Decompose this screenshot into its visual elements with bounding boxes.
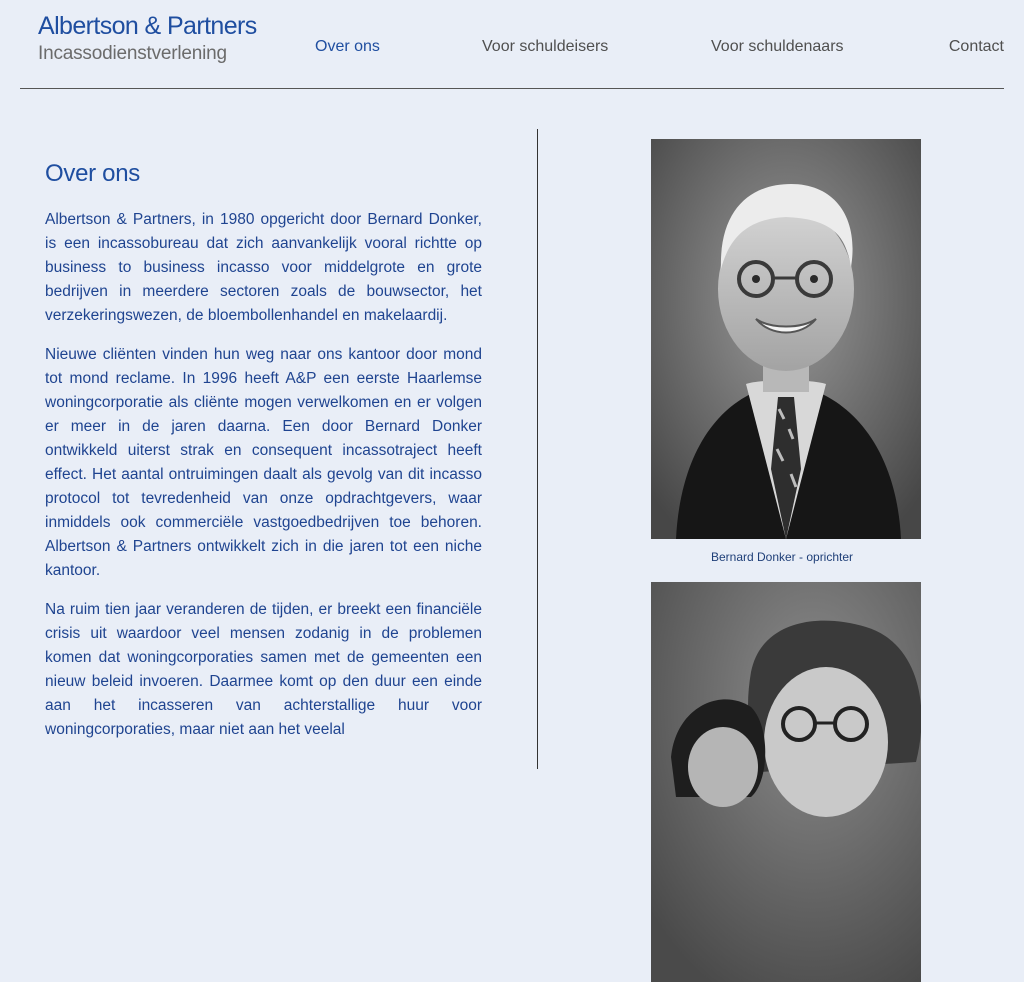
paragraph: Albertson & Partners, in 1980 opgericht door Bernard Donker, is een incassobureau dat zich aanvankelijk vooral richtte op business to business incasso voor middelgrote en grote bedrijven in meerdere sectoren zoals de bouwsector, het verzekeringswezen, de bloembollenhandel en makelaardij. bbox=[45, 211, 482, 324]
logo-link[interactable] bbox=[38, 11, 257, 66]
nav-item-contact[interactable]: Contact bbox=[948, 38, 1004, 55]
portrait-photo-bernard-donker bbox=[651, 139, 921, 539]
photo-column bbox=[651, 139, 921, 982]
main-content bbox=[45, 159, 482, 757]
nav-item-voor-schuldeisers[interactable]: Voor schuldeisers bbox=[482, 38, 609, 55]
photo-caption: Bernard Donker - oprichter bbox=[710, 550, 854, 564]
page-title: Over ons bbox=[45, 160, 140, 187]
nav-item-voor-schuldenaars[interactable]: Voor schuldenaars bbox=[711, 38, 844, 55]
logo-title: Albertson & Partners bbox=[38, 12, 257, 40]
column-divider bbox=[537, 129, 538, 769]
paragraph: Na ruim tien jaar veranderen de tijden, er breekt een financiële crisis uit waardoor veel mensen zodanig in de problemen komen dat woningcorporaties samen met de gemeenten een nieuw beleid invoeren. Daarmee komt op den duur een einde aan het incasseren van achterstallige huur voor woningcorporaties, maar niet aan het veelal bbox=[45, 601, 482, 738]
header-divider bbox=[20, 88, 1004, 89]
portrait-photo-two-women bbox=[651, 582, 921, 982]
site-header bbox=[0, 0, 1024, 89]
nav-item-over-ons[interactable]: Over ons bbox=[315, 38, 380, 55]
logo-subtitle: Incassodienstverlening bbox=[38, 43, 227, 64]
paragraph: Nieuwe cliënten vinden hun weg naar ons kantoor door mond tot mond reclame. In 1996 heeft A&P een eerste Haarlemse woningcorporatie als cliënte mogen verwelkomen en er volgen er meer in de jaren daarna. Een door Bernard Donker ontwikkeld uiterst strak en consequent incassotraject heeft effect. Het aantal ontruimingen daalt als gevolg van dit incasso protocol tot tevredenheid van onze opdrachtgevers, waar inmiddels ook commerciële vastgoedbedrijven toe behoren. Albertson & Partners ontwikkelt zich in die jaren tot een niche kantoor. bbox=[45, 346, 482, 579]
